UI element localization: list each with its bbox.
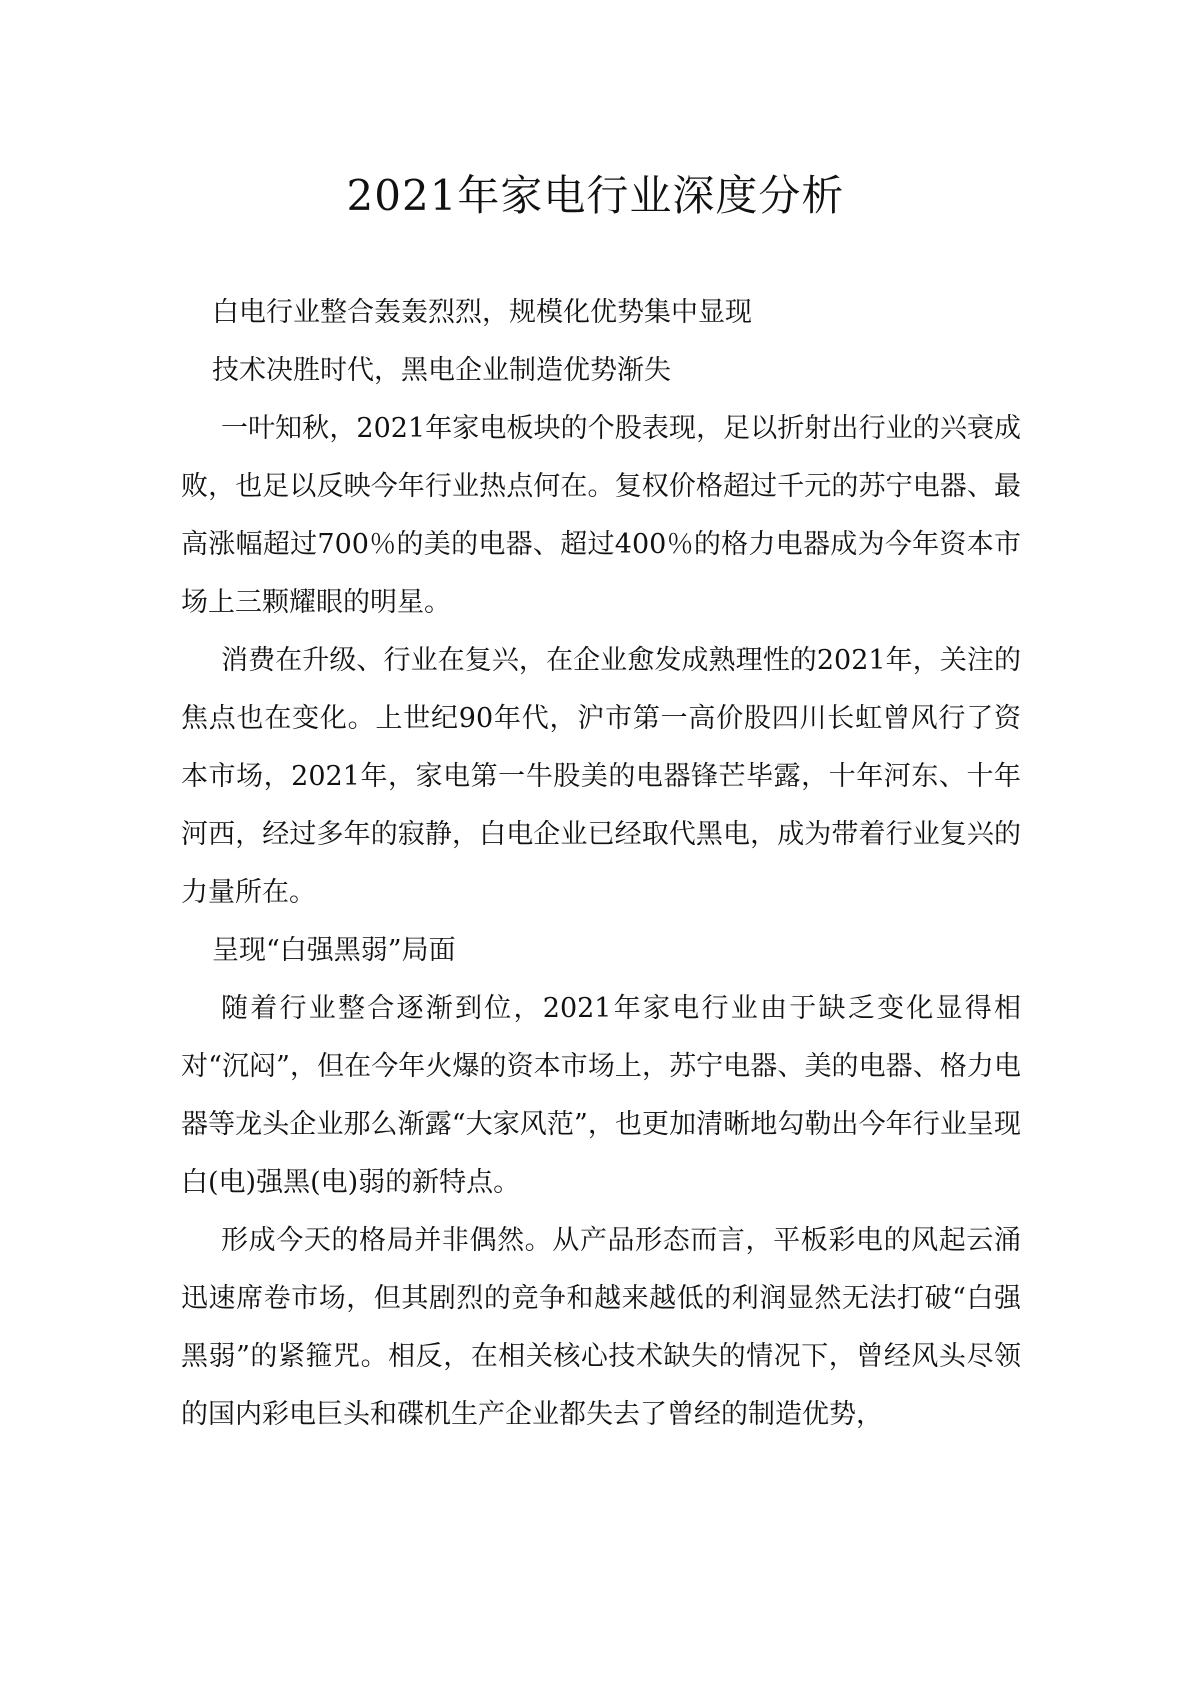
paragraph-section-heading: 呈现“白强黑弱”局面 xyxy=(212,935,456,966)
paragraph-4: 形成今天的格局并非偶然。从产品形态而言，平板彩电的风起云涌迅速席卷市场，但其剧烈的竞争和越来越低的利润显然无法打破“白强黑弱”的紧箍咒。相反，在相关核心技术缺失的情况下，曾经风头尽领的国内彩电巨头和碟机生产企业都失去了曾经的制造优势， xyxy=(181,1225,1021,1430)
paragraph-subheading-2: 技术决胜时代，黑电企业制造优势渐失 xyxy=(212,355,671,386)
document-title: 2021年家电行业深度分析 xyxy=(346,171,845,220)
document-body xyxy=(181,284,1021,1444)
paragraph-subheading-1: 白电行业整合轰轰烈烈，规模化优势集中显现 xyxy=(212,297,752,328)
paragraph-1: 一叶知秋，2021年家电板块的个股表现，足以折射出行业的兴衰成败，也足以反映今年行业热点何在。复权价格超过千元的苏宁电器、最高涨幅超过700％的美的电器、超过400％的格力电器成为今年资本市场上三颗耀眼的明星。 xyxy=(181,413,1021,618)
paragraph-3: 随着行业整合逐渐到位，2021年家电行业由于缺乏变化显得相对“沉闷”，但在今年火爆的资本市场上，苏宁电器、美的电器、格力电器等龙头企业那么渐露“大家风范”，也更加清晰地勾勒出今年行业呈现白(电)强黑(电)弱的新特点。 xyxy=(181,993,1021,1198)
paragraph-2: 消费在升级、行业在复兴，在企业愈发成熟理性的2021年，关注的焦点也在变化。上世纪90年代，沪市第一高价股四川长虹曾风行了资本市场，2021年，家电第一牛股美的电器锋芒毕露，十年河东、十年河西，经过多年的寂静，白电企业已经取代黑电，成为带着行业复兴的力量所在。 xyxy=(181,645,1021,908)
